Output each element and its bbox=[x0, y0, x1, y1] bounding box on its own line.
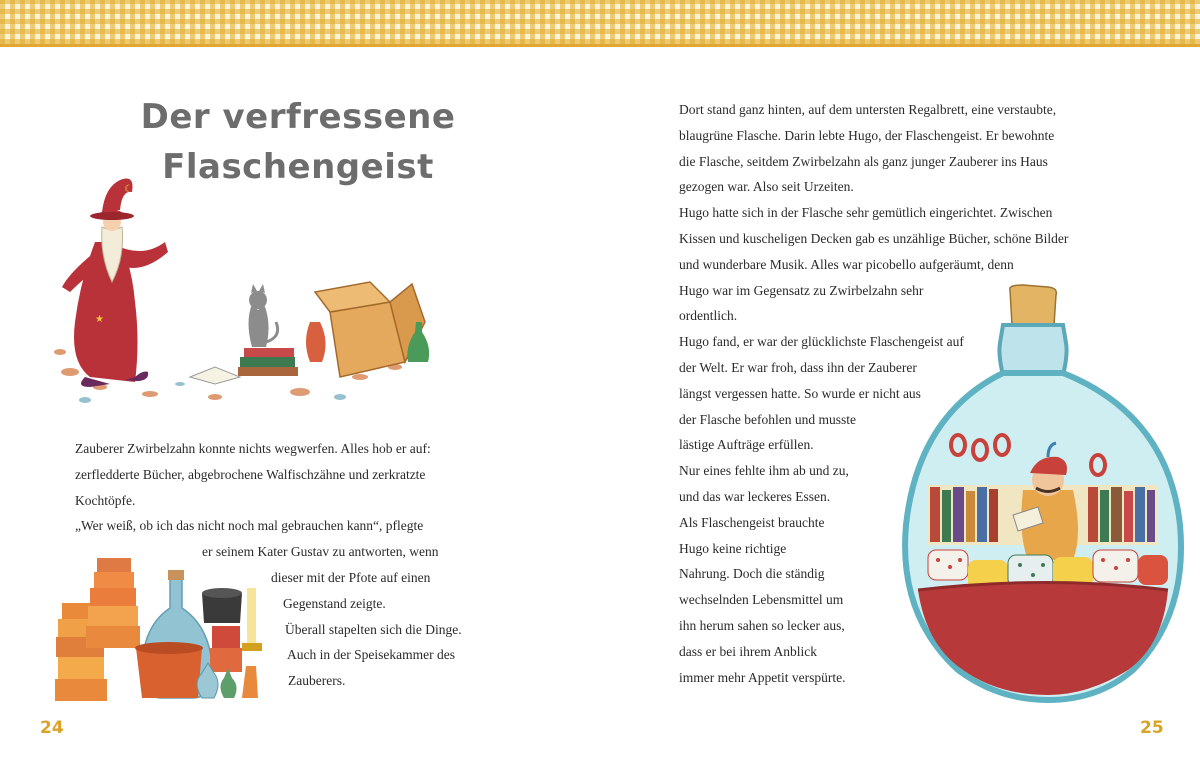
text-line: dass er bei ihrem Anblick bbox=[679, 643, 817, 659]
text-line: Zauberers. bbox=[288, 673, 346, 689]
text-line: Als Flaschengeist brauchte bbox=[679, 514, 825, 530]
text-line: dieser mit der Pfote auf einen bbox=[271, 569, 431, 585]
page-number-right: 25 bbox=[1140, 718, 1164, 738]
text-line: Hugo fand, er war der glücklichste Flaschengeist auf bbox=[679, 334, 964, 350]
svg-text:★: ★ bbox=[95, 314, 104, 325]
text-line: der Flasche befohlen und musste bbox=[679, 411, 856, 427]
text-line: Auch in der Speisekammer des bbox=[287, 647, 455, 663]
text-line: Zauberer Zwirbelzahn konnte nichts wegwerfen. Alles hob er auf: bbox=[75, 441, 431, 456]
wizard-illustration bbox=[40, 172, 440, 412]
page-number-left: 24 bbox=[40, 718, 64, 738]
title-line: Der verfressene bbox=[140, 97, 456, 137]
title-line: Flaschengeist bbox=[162, 147, 434, 187]
text-line: „Wer weiß, ob ich das nicht noch mal gebrauchen kann“, pflegte bbox=[75, 518, 424, 534]
text-line: lästige Aufträge erfüllen. bbox=[679, 437, 814, 453]
bottle-genie-illustration bbox=[898, 285, 1188, 705]
text-line: Kochtöpfe. bbox=[75, 492, 136, 508]
text-line: und wunderbare Musik. Alles war picobello aufgeräumt, denn bbox=[679, 256, 1014, 272]
text-line: wechselnden Lebensmittel um bbox=[679, 592, 844, 608]
text-line: Dort stand ganz hinten, auf dem untersten Regalbrett, eine verstaubte, bbox=[679, 102, 1057, 117]
text-line: blaugrüne Flasche. Darin lebte Hugo, der Flaschengeist. Er bewohnte bbox=[679, 127, 1055, 143]
right-page bbox=[600, 0, 1200, 763]
text-line: ihn herum sahen so lecker aus, bbox=[679, 617, 845, 633]
text-line: immer mehr Appetit verspürte. bbox=[679, 669, 846, 685]
text-line: die Flasche, seitdem Zwirbelzahn als ganz junger Zauberer ins Haus bbox=[679, 153, 1048, 169]
text-line: zerfledderte Bücher, abgebrochene Walfischzähne und zerkratzte bbox=[75, 466, 426, 482]
text-line: er seinem Kater Gustav zu antworten, wenn bbox=[202, 544, 439, 560]
text-line: ordentlich. bbox=[679, 308, 738, 324]
text-line: der Welt. Er war froh, dass ihn der Zauberer bbox=[679, 359, 917, 375]
svg-text:☾: ☾ bbox=[124, 184, 133, 195]
text-line: und das war leckeres Essen. bbox=[679, 488, 831, 504]
text-line: Nur eines fehlte ihm ab und zu, bbox=[679, 463, 849, 479]
text-line: Gegenstand zeigte. bbox=[283, 595, 386, 611]
text-line: gezogen war. Also seit Urzeiten. bbox=[679, 179, 854, 195]
text-line: Überall stapelten sich die Dinge. bbox=[285, 621, 462, 637]
text-line: Hugo hatte sich in der Flasche sehr gemütlich eingerichtet. Zwischen bbox=[679, 205, 1053, 221]
pantry-illustration bbox=[52, 548, 272, 708]
text-line: Hugo keine richtige bbox=[679, 540, 787, 556]
text-line: Nahrung. Doch die ständig bbox=[679, 566, 825, 582]
text-line: Hugo war im Gegensatz zu Zwirbelzahn sehr bbox=[679, 282, 924, 298]
text-line: längst vergessen hatte. So wurde er nicht aus bbox=[679, 385, 921, 401]
text-line: Kissen und kuscheligen Decken gab es unzählige Bücher, schöne Bilder bbox=[679, 230, 1069, 246]
